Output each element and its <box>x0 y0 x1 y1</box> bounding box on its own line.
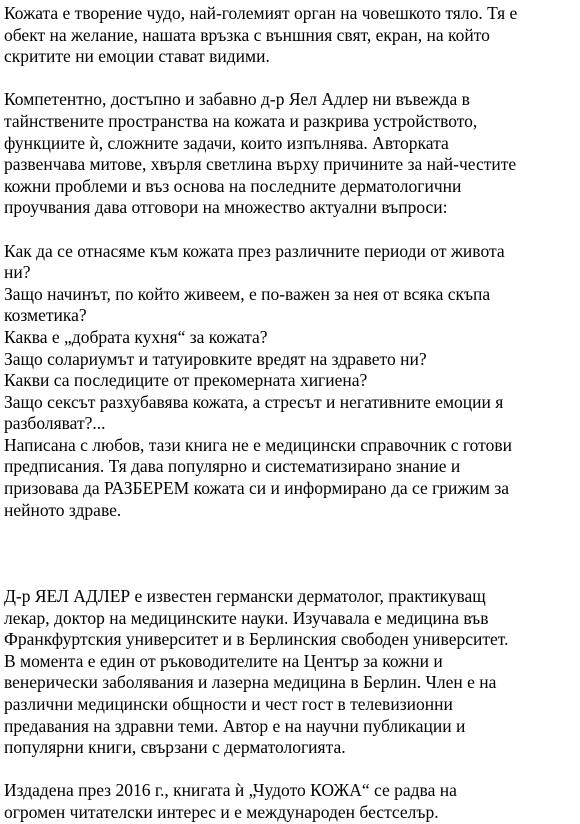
description-paragraph <box>4 89 576 219</box>
intro-paragraph <box>4 3 576 68</box>
text-line: Написана с любов, тази книга не е медицински справочник с готови <box>4 434 512 455</box>
text-line: разболяват?... <box>4 413 106 434</box>
text-line: Защо начинът, по който живеем, е по-важен за нея от всяка скъпа <box>4 283 491 304</box>
author-bio-paragraph <box>4 586 576 759</box>
text-line: тайнствените пространства на кожата и разкрива устройството, <box>4 110 478 131</box>
text-line: Д-р ЯЕЛ АДЛЕР е известен германски дерматолог, практикуващ <box>4 586 486 607</box>
text-line: В момента е един от ръководителите на Център за кожни и <box>4 650 443 671</box>
text-line: лекар, доктор на медицинските науки. Изучавала е медицина във <box>4 607 489 628</box>
text-line: Кожата е творение чудо, най-големият орган на човешкото тяло. Тя е <box>4 3 518 23</box>
text-line: популярни книги, свързани с дерматологията. <box>4 737 346 758</box>
text-line: предавания на здравни теми. Автор е на научни публикации и <box>4 715 466 736</box>
text-line: козметика? <box>4 305 87 326</box>
text-line: Издадена през 2016 г., книгата ѝ „Чудото КОЖА“ се радва на <box>4 780 457 801</box>
text-line: Защо солариумът и татуировките вредят на здравето ни? <box>4 348 427 369</box>
text-line: Каква е „добрата кухня“ за кожата? <box>4 326 268 347</box>
book-description-page <box>4 3 576 824</box>
text-line: различни медицински общности и чест гост в телевизионни <box>4 694 453 715</box>
text-line: Какви са последиците от прекомерната хигиена? <box>4 370 368 391</box>
text-line: ни? <box>4 262 31 283</box>
text-line: Как да се отнасяме към кожата през различните периоди от живота <box>4 240 505 261</box>
text-line: нейното здраве. <box>4 499 122 520</box>
text-line: предписания. Тя дава популярно и систематизирано знание и <box>4 456 461 477</box>
questions-paragraph <box>4 241 576 522</box>
text-line: Компетентно, достъпно и забавно д-р Яел Адлер ни въвежда в <box>4 89 470 110</box>
text-line: Франкфуртския университет и в Берлинския свободен университет. <box>4 629 509 650</box>
text-line: проучвания дава отговори на множество актуални въпроси: <box>4 197 448 218</box>
text-line: развенчава митове, хвърля светлина върху причините за най-честите <box>4 154 517 175</box>
text-line: огромен читателски интерес и е международен бестселър. <box>4 801 439 822</box>
text-line: Защо сексът разхубавява кожата, а стресът и негативните емоции я <box>4 391 504 412</box>
text-line: функциите ѝ, сложните задачи, които изпълнява. Авторката <box>4 132 449 153</box>
text-line: обект на желание, нашата връзка с външния свят, екран, на който <box>4 24 490 45</box>
text-line: венерически заболявания и лазерна медицина в Берлин. Член е на <box>4 672 497 693</box>
publication-paragraph <box>4 780 576 823</box>
text-line: кожни проблеми и въз основа на последните дерматологични <box>4 175 462 196</box>
text-line: скритите ни емоции стават видими. <box>4 46 270 67</box>
text-line: призовава да РАЗБЕРЕМ кожата си и информирано да се грижим за <box>4 478 510 499</box>
